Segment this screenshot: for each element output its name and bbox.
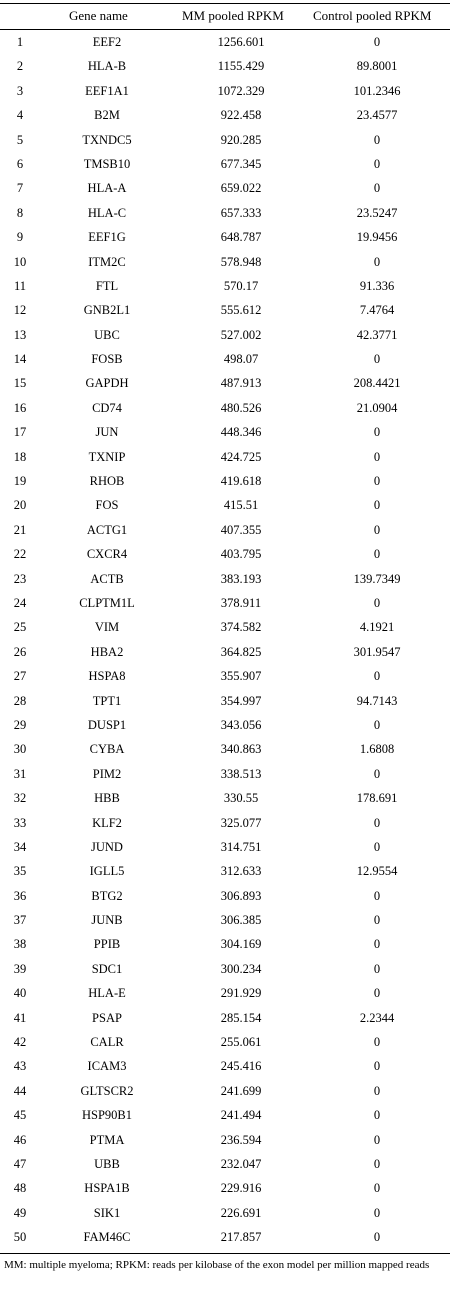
gene-name-cell: TPT1 bbox=[92, 693, 122, 708]
mm-rpkm-cell: 343.056 bbox=[220, 717, 262, 732]
mm-rpkm-cell: 300.234 bbox=[220, 961, 262, 976]
table-row bbox=[0, 422, 450, 446]
gene-name-cell: HBA2 bbox=[90, 644, 124, 659]
table-row bbox=[0, 520, 450, 544]
table-header-row bbox=[0, 4, 450, 29]
gene-name-cell: JUND bbox=[91, 839, 123, 854]
header-control-pooled-rpkm: Control pooled RPKM bbox=[313, 8, 432, 23]
control-rpkm-cell: 0 bbox=[373, 839, 381, 854]
gene-name-cell: GNB2L1 bbox=[83, 303, 131, 318]
mm-rpkm-cell: 480.526 bbox=[220, 400, 262, 415]
gene-name-cell: HSPA1B bbox=[84, 1181, 130, 1196]
table-row bbox=[0, 398, 450, 422]
control-rpkm-cell: 0 bbox=[373, 132, 381, 147]
control-rpkm-cell: 91.336 bbox=[359, 278, 395, 293]
gene-name-cell: ITM2C bbox=[88, 254, 126, 269]
table-footnote: MM: multiple myeloma; RPKM: reads per kilobase of the exon model per million mapped reads bbox=[4, 1259, 430, 1271]
control-rpkm-cell: 0 bbox=[373, 961, 381, 976]
table-row bbox=[0, 1056, 450, 1080]
table-row bbox=[0, 203, 450, 227]
control-rpkm-cell: 4.1921 bbox=[359, 620, 395, 635]
gene-name-cell: EEF1G bbox=[88, 230, 126, 245]
table-row bbox=[0, 642, 450, 666]
control-rpkm-cell: 2.2344 bbox=[359, 1010, 395, 1025]
row-index-cell: 37 bbox=[13, 913, 27, 928]
table-row bbox=[0, 886, 450, 910]
row-index-cell: 12 bbox=[13, 303, 27, 318]
control-rpkm-cell: 0 bbox=[373, 717, 381, 732]
mm-rpkm-cell: 424.725 bbox=[220, 449, 262, 464]
mm-rpkm-cell: 1155.429 bbox=[217, 59, 265, 74]
row-index-cell: 34 bbox=[13, 839, 27, 854]
table-row bbox=[0, 788, 450, 812]
gene-name-cell: FOSB bbox=[91, 352, 123, 367]
mm-rpkm-cell: 1256.601 bbox=[217, 35, 265, 49]
gene-name-cell: HSP90B1 bbox=[81, 1108, 133, 1123]
table-row bbox=[0, 1105, 450, 1129]
table-row bbox=[0, 130, 450, 154]
row-index-cell: 42 bbox=[13, 1035, 27, 1050]
mm-rpkm-cell: 285.154 bbox=[220, 1010, 262, 1025]
table-row bbox=[0, 666, 450, 690]
control-rpkm-cell: 208.4421 bbox=[353, 376, 401, 391]
gene-name-cell: HLA-E bbox=[88, 986, 126, 1001]
mm-rpkm-cell: 229.916 bbox=[220, 1181, 262, 1196]
control-rpkm-cell: 42.3771 bbox=[356, 327, 398, 342]
mm-rpkm-cell: 226.691 bbox=[220, 1205, 262, 1220]
gene-name-cell: CD74 bbox=[92, 400, 122, 415]
table-bottom-rule bbox=[0, 1253, 450, 1254]
table-row bbox=[0, 349, 450, 373]
row-index-cell: 1 bbox=[16, 35, 24, 49]
gene-name-cell: UBB bbox=[94, 1156, 120, 1171]
gene-name-cell: PIM2 bbox=[92, 766, 122, 781]
control-rpkm-cell: 0 bbox=[373, 1035, 381, 1050]
control-rpkm-cell: 0 bbox=[373, 181, 381, 196]
row-index-cell: 30 bbox=[13, 742, 27, 757]
row-index-cell: 20 bbox=[13, 498, 27, 513]
gene-name-cell: PSAP bbox=[92, 1010, 122, 1025]
mm-rpkm-cell: 364.825 bbox=[220, 644, 262, 659]
mm-rpkm-cell: 330.55 bbox=[223, 791, 259, 806]
table-row bbox=[0, 617, 450, 641]
table-row bbox=[0, 910, 450, 934]
control-rpkm-cell: 0 bbox=[373, 1132, 381, 1147]
row-index-cell: 24 bbox=[13, 595, 27, 610]
row-index-cell: 43 bbox=[13, 1059, 27, 1074]
control-rpkm-cell: 0 bbox=[373, 1083, 381, 1098]
gene-name-cell: PPIB bbox=[93, 937, 121, 952]
table-row bbox=[0, 1203, 450, 1227]
header-gene-name: Gene name bbox=[69, 8, 128, 23]
table-row bbox=[0, 813, 450, 837]
gene-name-cell: UBC bbox=[94, 327, 120, 342]
mm-rpkm-cell: 415.51 bbox=[223, 498, 259, 513]
mm-rpkm-cell: 355.907 bbox=[220, 669, 262, 684]
control-rpkm-cell: 94.7143 bbox=[356, 693, 398, 708]
table-row bbox=[0, 105, 450, 129]
mm-rpkm-cell: 648.787 bbox=[220, 230, 262, 245]
mm-rpkm-cell: 314.751 bbox=[220, 839, 262, 854]
control-rpkm-cell: 0 bbox=[373, 156, 381, 171]
mm-rpkm-cell: 419.618 bbox=[220, 474, 262, 489]
row-index-cell: 38 bbox=[13, 937, 27, 952]
table-row bbox=[0, 983, 450, 1007]
table-row bbox=[0, 1081, 450, 1105]
control-rpkm-cell: 0 bbox=[373, 913, 381, 928]
table-row bbox=[0, 1178, 450, 1202]
mm-rpkm-cell: 922.458 bbox=[220, 108, 262, 123]
table-row bbox=[0, 1227, 450, 1251]
row-index-cell: 49 bbox=[13, 1205, 27, 1220]
table-header-rule bbox=[0, 29, 450, 30]
control-rpkm-cell: 0 bbox=[373, 449, 381, 464]
table-row bbox=[0, 252, 450, 276]
control-rpkm-cell: 0 bbox=[373, 1156, 381, 1171]
gene-name-cell: FOS bbox=[95, 498, 119, 513]
mm-rpkm-cell: 498.07 bbox=[223, 352, 259, 367]
row-index-cell: 36 bbox=[13, 888, 27, 903]
mm-rpkm-cell: 306.385 bbox=[220, 913, 262, 928]
control-rpkm-cell: 23.4577 bbox=[356, 108, 398, 123]
mm-rpkm-cell: 241.494 bbox=[220, 1108, 262, 1123]
gene-name-cell: CXCR4 bbox=[86, 547, 128, 562]
table-row bbox=[0, 1032, 450, 1056]
control-rpkm-cell: 139.7349 bbox=[353, 571, 401, 586]
table-row bbox=[0, 959, 450, 983]
gene-name-cell: SDC1 bbox=[91, 961, 123, 976]
table-row bbox=[0, 154, 450, 178]
gene-name-cell: HLA-C bbox=[87, 205, 127, 220]
gene-name-cell: PTMA bbox=[89, 1132, 125, 1147]
control-rpkm-cell: 0 bbox=[373, 35, 381, 49]
row-index-cell: 23 bbox=[13, 571, 27, 586]
gene-name-cell: GAPDH bbox=[85, 376, 129, 391]
table-row bbox=[0, 837, 450, 861]
control-rpkm-cell: 0 bbox=[373, 888, 381, 903]
control-rpkm-cell: 0 bbox=[373, 425, 381, 440]
mm-rpkm-cell: 374.582 bbox=[220, 620, 262, 635]
row-index-cell: 14 bbox=[13, 352, 27, 367]
row-index-cell: 2 bbox=[16, 59, 24, 74]
control-rpkm-cell: 7.4764 bbox=[359, 303, 395, 318]
mm-rpkm-cell: 232.047 bbox=[220, 1156, 262, 1171]
gene-name-cell: HLA-B bbox=[87, 59, 127, 74]
row-index-cell: 17 bbox=[13, 425, 27, 440]
table-row bbox=[0, 81, 450, 105]
table-row bbox=[0, 1130, 450, 1154]
gene-name-cell: HBB bbox=[94, 791, 120, 806]
mm-rpkm-cell: 527.002 bbox=[220, 327, 262, 342]
row-index-cell: 21 bbox=[13, 522, 27, 537]
row-index-cell: 5 bbox=[16, 132, 24, 147]
row-index-cell: 4 bbox=[16, 108, 24, 123]
control-rpkm-cell: 0 bbox=[373, 1181, 381, 1196]
mm-rpkm-cell: 312.633 bbox=[220, 864, 262, 879]
table-row bbox=[0, 739, 450, 763]
control-rpkm-cell: 0 bbox=[373, 937, 381, 952]
row-index-cell: 15 bbox=[13, 376, 27, 391]
mm-rpkm-cell: 340.863 bbox=[220, 742, 262, 757]
control-rpkm-cell: 0 bbox=[373, 1230, 381, 1245]
control-rpkm-cell: 89.8001 bbox=[356, 59, 398, 74]
mm-rpkm-cell: 657.333 bbox=[220, 205, 262, 220]
gene-name-cell: RHOB bbox=[89, 474, 125, 489]
table-row bbox=[0, 764, 450, 788]
gene-name-cell: BTG2 bbox=[91, 888, 123, 903]
row-index-cell: 16 bbox=[13, 400, 27, 415]
table-row bbox=[0, 715, 450, 739]
mm-rpkm-cell: 217.857 bbox=[220, 1230, 262, 1245]
mm-rpkm-cell: 304.169 bbox=[220, 937, 262, 952]
gene-name-cell: VIM bbox=[94, 620, 120, 635]
control-rpkm-cell: 0 bbox=[373, 522, 381, 537]
control-rpkm-cell: 0 bbox=[373, 1108, 381, 1123]
table-row bbox=[0, 227, 450, 251]
control-rpkm-cell: 101.2346 bbox=[353, 83, 401, 98]
mm-rpkm-cell: 306.893 bbox=[220, 888, 262, 903]
control-rpkm-cell: 0 bbox=[373, 1205, 381, 1220]
mm-rpkm-cell: 448.346 bbox=[220, 425, 262, 440]
table-row bbox=[0, 325, 450, 349]
row-index-cell: 35 bbox=[13, 864, 27, 879]
row-index-cell: 40 bbox=[13, 986, 27, 1001]
row-index-cell: 18 bbox=[13, 449, 27, 464]
control-rpkm-cell: 23.5247 bbox=[356, 205, 398, 220]
mm-rpkm-cell: 354.997 bbox=[220, 693, 262, 708]
table-row bbox=[0, 471, 450, 495]
gene-name-cell: TXNDC5 bbox=[82, 132, 132, 147]
row-index-cell: 46 bbox=[13, 1132, 27, 1147]
mm-rpkm-cell: 570.17 bbox=[223, 278, 259, 293]
gene-name-cell: B2M bbox=[94, 108, 120, 123]
control-rpkm-cell: 178.691 bbox=[356, 791, 398, 806]
mm-rpkm-cell: 338.513 bbox=[220, 766, 262, 781]
mm-rpkm-cell: 659.022 bbox=[220, 181, 262, 196]
table-row bbox=[0, 691, 450, 715]
mm-rpkm-cell: 555.612 bbox=[220, 303, 262, 318]
table-row bbox=[0, 1154, 450, 1178]
table-row bbox=[0, 861, 450, 885]
row-index-cell: 3 bbox=[16, 83, 24, 98]
gene-name-cell: EEF2 bbox=[92, 35, 122, 49]
gene-name-cell: EEF1A1 bbox=[85, 83, 129, 98]
mm-rpkm-cell: 920.285 bbox=[220, 132, 262, 147]
mm-rpkm-cell: 378.911 bbox=[220, 595, 262, 610]
row-index-cell: 41 bbox=[13, 1010, 27, 1025]
row-index-cell: 19 bbox=[13, 474, 27, 489]
gene-name-cell: DUSP1 bbox=[87, 717, 127, 732]
control-rpkm-cell: 0 bbox=[373, 547, 381, 562]
table-row bbox=[0, 447, 450, 471]
row-index-cell: 48 bbox=[13, 1181, 27, 1196]
mm-rpkm-cell: 291.929 bbox=[220, 986, 262, 1001]
table-row bbox=[0, 1008, 450, 1032]
row-index-cell: 25 bbox=[13, 620, 27, 635]
control-rpkm-cell: 0 bbox=[373, 595, 381, 610]
control-rpkm-cell: 12.9554 bbox=[356, 864, 398, 879]
gene-name-cell: JUN bbox=[95, 425, 119, 440]
gene-name-cell: CLPTM1L bbox=[79, 595, 135, 610]
mm-rpkm-cell: 1072.329 bbox=[217, 83, 265, 98]
mm-rpkm-cell: 407.355 bbox=[220, 522, 262, 537]
control-rpkm-cell: 0 bbox=[373, 815, 381, 830]
gene-name-cell: TMSB10 bbox=[83, 156, 131, 171]
row-index-cell: 29 bbox=[13, 717, 27, 732]
gene-name-cell: TXNIP bbox=[88, 449, 126, 464]
control-rpkm-cell: 0 bbox=[373, 986, 381, 1001]
row-index-cell: 44 bbox=[13, 1083, 27, 1098]
control-rpkm-cell: 0 bbox=[373, 669, 381, 684]
row-index-cell: 45 bbox=[13, 1108, 27, 1123]
row-index-cell: 9 bbox=[16, 230, 24, 245]
control-rpkm-cell: 0 bbox=[373, 498, 381, 513]
gene-name-cell: FAM46C bbox=[83, 1230, 131, 1245]
table-row bbox=[0, 544, 450, 568]
mm-rpkm-cell: 677.345 bbox=[220, 156, 262, 171]
gene-name-cell: ICAM3 bbox=[87, 1059, 127, 1074]
table-row bbox=[0, 56, 450, 80]
table-row bbox=[0, 32, 450, 56]
mm-rpkm-cell: 578.948 bbox=[220, 254, 262, 269]
row-index-cell: 32 bbox=[13, 791, 27, 806]
mm-rpkm-cell: 325.077 bbox=[220, 815, 262, 830]
row-index-cell: 22 bbox=[13, 547, 27, 562]
row-index-cell: 6 bbox=[16, 156, 24, 171]
row-index-cell: 50 bbox=[13, 1230, 27, 1245]
control-rpkm-cell: 0 bbox=[373, 254, 381, 269]
gene-name-cell: JUNB bbox=[91, 913, 123, 928]
gene-name-cell: KLF2 bbox=[92, 815, 122, 830]
mm-rpkm-cell: 236.594 bbox=[220, 1132, 262, 1147]
gene-name-cell: SIK1 bbox=[93, 1205, 121, 1220]
row-index-cell: 8 bbox=[16, 205, 24, 220]
row-index-cell: 26 bbox=[13, 644, 27, 659]
table-row bbox=[0, 569, 450, 593]
row-index-cell: 31 bbox=[13, 766, 27, 781]
mm-rpkm-cell: 245.416 bbox=[220, 1059, 262, 1074]
row-index-cell: 33 bbox=[13, 815, 27, 830]
table-body bbox=[0, 32, 450, 1252]
table-row bbox=[0, 373, 450, 397]
gene-name-cell: FTL bbox=[95, 278, 119, 293]
gene-name-cell: HLA-A bbox=[87, 181, 127, 196]
row-index-cell: 11 bbox=[13, 278, 27, 293]
row-index-cell: 13 bbox=[13, 327, 27, 342]
row-index-cell: 47 bbox=[13, 1156, 27, 1171]
control-rpkm-cell: 19.9456 bbox=[356, 230, 398, 245]
control-rpkm-cell: 301.9547 bbox=[353, 644, 401, 659]
header-mm-pooled-rpkm: MM pooled RPKM bbox=[182, 8, 284, 23]
control-rpkm-cell: 0 bbox=[373, 766, 381, 781]
table-row bbox=[0, 593, 450, 617]
table-row bbox=[0, 934, 450, 958]
row-index-cell: 27 bbox=[13, 669, 27, 684]
mm-rpkm-cell: 383.193 bbox=[220, 571, 262, 586]
mm-rpkm-cell: 241.699 bbox=[220, 1083, 262, 1098]
gene-name-cell: HSPA8 bbox=[88, 669, 126, 684]
row-index-cell: 7 bbox=[16, 181, 24, 196]
gene-name-cell: CALR bbox=[90, 1035, 124, 1050]
gene-name-cell: ACTB bbox=[90, 571, 124, 586]
control-rpkm-cell: 0 bbox=[373, 474, 381, 489]
row-index-cell: 39 bbox=[13, 961, 27, 976]
gene-name-cell: CYBA bbox=[89, 742, 125, 757]
control-rpkm-cell: 0 bbox=[373, 352, 381, 367]
mm-rpkm-cell: 255.061 bbox=[220, 1035, 262, 1050]
control-rpkm-cell: 21.0904 bbox=[356, 400, 398, 415]
gene-name-cell: ACTG1 bbox=[86, 522, 128, 537]
gene-name-cell: IGLL5 bbox=[89, 864, 125, 879]
row-index-cell: 28 bbox=[13, 693, 27, 708]
table-row bbox=[0, 178, 450, 202]
control-rpkm-cell: 0 bbox=[373, 1059, 381, 1074]
mm-rpkm-cell: 487.913 bbox=[220, 376, 262, 391]
gene-name-cell: GLTSCR2 bbox=[80, 1083, 134, 1098]
mm-rpkm-cell: 403.795 bbox=[220, 547, 262, 562]
control-rpkm-cell: 1.6808 bbox=[359, 742, 395, 757]
table-row bbox=[0, 495, 450, 519]
table-row bbox=[0, 276, 450, 300]
row-index-cell: 10 bbox=[13, 254, 27, 269]
table-row bbox=[0, 300, 450, 324]
